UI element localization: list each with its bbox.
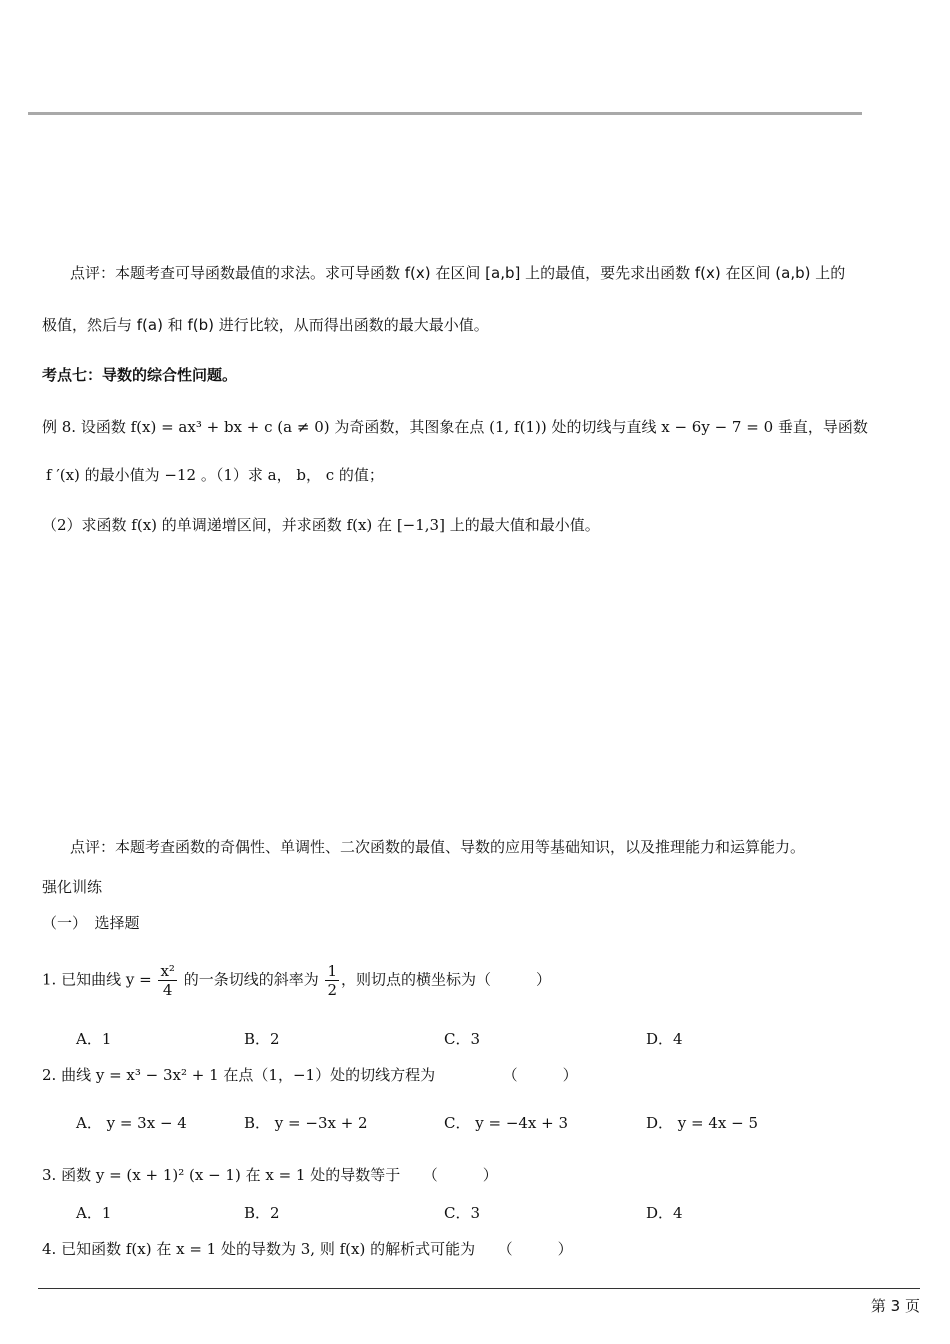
example-8-line-2: f ′(x) 的最小值为 −12 。（1）求 a， b， c 的值； (46, 466, 384, 484)
question-2: 2. 曲线 y = x³ − 3x² + 1 在点（1，−1）处的切线方程为 （ ） (42, 1066, 578, 1084)
question-1 (42, 962, 551, 999)
q2-option-b: B． y = −3x + 2 (244, 1114, 368, 1132)
question-1-suffix: ，则切点的横坐标为（ ） (341, 970, 552, 989)
example-8-line-3: （2）求函数 f(x) 的单调递增区间，并求函数 f(x) 在 [−1,3] 上的最大值和最小值。 (42, 516, 600, 534)
comment-2: 点评：本题考查函数的奇偶性、单调性、二次函数的最值、导数的应用等基础知识，以及推理能力和运算能力。 (70, 838, 806, 856)
q3-option-c: C．3 (444, 1204, 481, 1222)
q1-option-c: C．3 (444, 1030, 481, 1048)
q2-option-a: A． y = 3x − 4 (76, 1114, 187, 1132)
question-3: 3. 函数 y = (x + 1)² (x − 1) 在 x = 1 处的导数等于 （ ） (42, 1166, 498, 1184)
fraction-denominator: 2 (327, 981, 338, 999)
comment-1-line-2: 极值，然后与 f(a) 和 f(b) 进行比较，从而得出函数的最大最小值。 (42, 316, 489, 334)
q3-option-b: B．2 (244, 1204, 280, 1222)
training-title: 强化训练 (42, 878, 103, 896)
fraction-denominator: 4 (162, 981, 173, 999)
fraction-numerator: 1 (327, 962, 338, 980)
part-1-title: （一） 选择题 (42, 914, 140, 932)
page-number: 第 3 页 (870, 1297, 920, 1315)
q1-option-d: D．4 (646, 1030, 683, 1048)
question-4: 4. 已知函数 f(x) 在 x = 1 处的导数为 3, 则 f(x) 的解析式可能为 （ ） (42, 1240, 573, 1258)
fraction-numerator: x² (160, 962, 175, 980)
example-8-line-1: 例 8. 设函数 f(x) = ax³ + bx + c (a ≠ 0) 为奇函数，其图象在点 (1, f(1)) 处的切线与直线 x − 6y − 7 = 0 垂直，导函数 (42, 418, 868, 436)
header-rule (28, 112, 862, 115)
footer-rule (38, 1288, 920, 1289)
q2-option-c: C． y = −4x + 3 (444, 1114, 569, 1132)
q3-option-d: D．4 (646, 1204, 683, 1222)
fraction-one-half (325, 962, 339, 999)
fraction-x-squared-over-4 (158, 962, 176, 999)
question-1-prefix: 1. 已知曲线 y = (42, 970, 157, 989)
section-7-title: 考点七：导数的综合性问题。 (42, 366, 238, 384)
q1-option-b: B．2 (244, 1030, 280, 1048)
q2-option-d: D． y = 4x − 5 (646, 1114, 759, 1132)
question-1-middle: 的一条切线的斜率为 (178, 970, 324, 989)
q3-option-a: A．1 (76, 1204, 112, 1222)
comment-1-line-1: 点评：本题考查可导函数最值的求法。求可导函数 f(x) 在区间 [a,b] 上的最值，要先求出函数 f(x) 在区间 (a,b) 上的 (70, 264, 846, 282)
q1-option-a: A．1 (76, 1030, 112, 1048)
